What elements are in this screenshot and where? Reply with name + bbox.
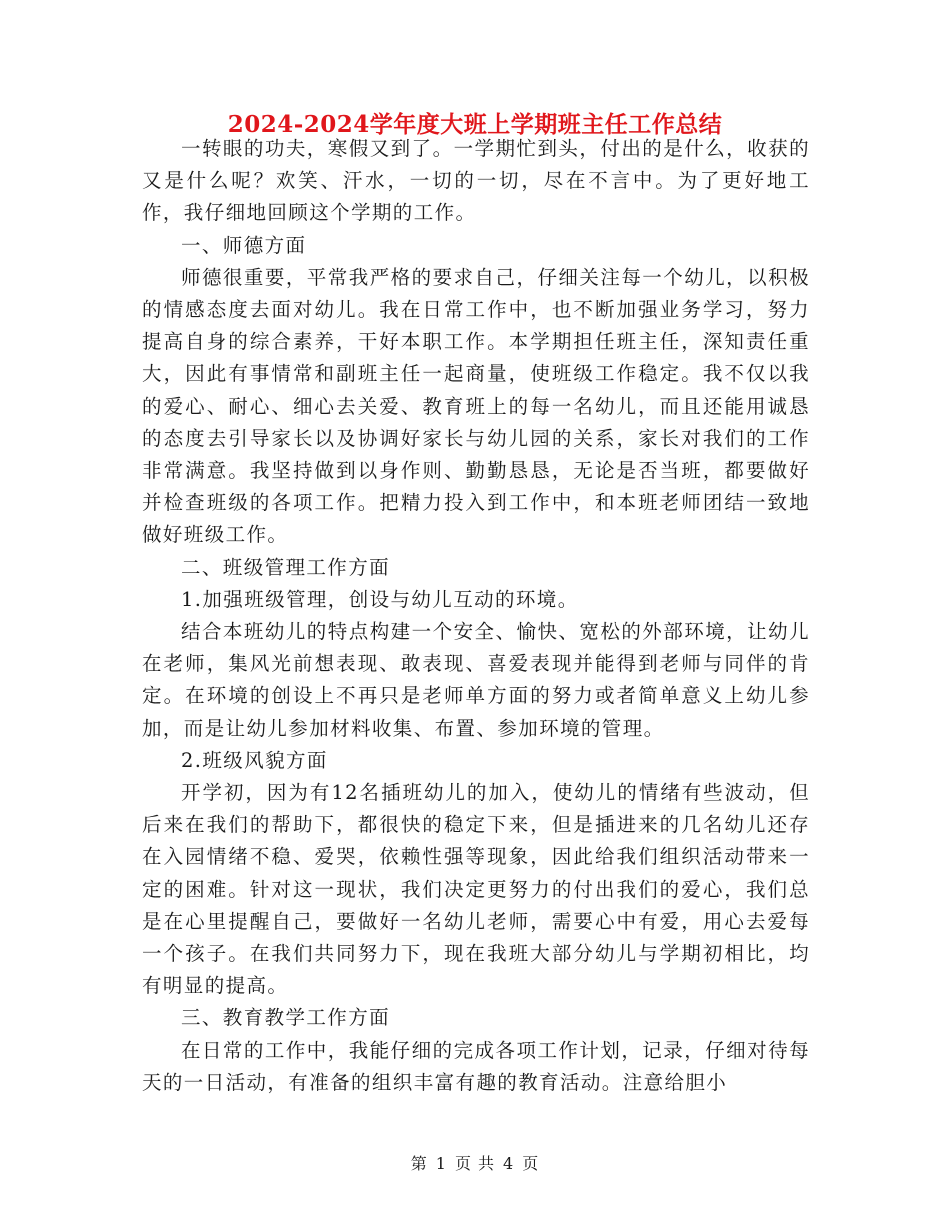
- total-pages-number: 4: [503, 1154, 515, 1173]
- subheading-environment: 1.加强班级管理，创设与幼儿互动的环境。: [181, 587, 579, 611]
- page-mid-text: 页 共: [454, 1154, 496, 1173]
- page-prefix: 第: [410, 1154, 428, 1173]
- page-suffix: 页: [522, 1154, 540, 1173]
- paragraph-teaching: 在日常的工作中，我能仔细的完成各项工作计划，记录，仔细对待每天的一日活动，有准备的组织丰富有趣的教育活动。注意给胆小: [142, 1038, 810, 1094]
- document-body: [142, 133, 810, 1099]
- current-page-number: 1: [435, 1154, 447, 1173]
- paragraph-environment: 结合本班幼儿的特点构建一个安全、愉快、宽松的外部环境，让幼儿在老师，集风光前想表现、敢表现、喜爱表现并能得到老师与同伴的肯定。在环境的创设上不再只是老师单方面的努力或者简单意义上幼儿参加，而是让幼儿参加材料收集、布置、参加环境的管理。: [142, 620, 810, 740]
- paragraph-ethics: 师德很重要，平常我严格的要求自己，仔细关注每一个幼儿，以积极的情感态度去面对幼儿。我在日常工作中，也不断加强业务学习，努力提高自身的综合素养，干好本职工作。本学期担任班主任，深知责任重大，因此有事情常和副班主任一起商量，使班级工作稳定。我不仅以我的爱心、耐心、细心去关爱、教育班上的每一名幼儿，而且还能用诚恳的态度去引导家长以及协调好家长与幼儿园的关系，家长对我们的工作非常满意。我坚持做到以身作则、勤勤恳恳，无论是否当班，都要做好并检查班级的各项工作。把精力投入到工作中，和本班老师团结一致地做好班级工作。: [142, 265, 810, 547]
- section-heading-ethics: 一、师德方面: [181, 233, 307, 257]
- page-number-footer: [0, 1153, 950, 1175]
- section-heading-teaching: 三、教育教学工作方面: [181, 1006, 391, 1030]
- subheading-class-style: 2.班级风貌方面: [181, 748, 328, 772]
- paragraph-intro: 一转眼的功夫，寒假又到了。一学期忙到头，付出的是什么，收获的又是什么呢？欢笑、汗水，一切的一切，尽在不言中。为了更好地工作，我仔细地回顾这个学期的工作。: [142, 137, 810, 225]
- document-title: 2024-2024学年度大班上学期班主任工作总结: [227, 111, 723, 138]
- paragraph-class-style: 开学初，因为有12名插班幼儿的加入，使幼儿的情绪有些波动，但后来在我们的帮助下，都很快的稳定下来，但是插进来的几名幼儿还存在入园情绪不稳、爱哭，依赖性强等现象，因此给我们组织活动带来一定的困难。针对这一现状，我们决定更努力的付出我们的爱心，我们总是在心里提醒自己，要做好一名幼儿老师，需要心中有爱，用心去爱每一个孩子。在我们共同努力下，现在我班大部分幼儿与学期初相比，均有明显的提高。: [142, 781, 810, 998]
- section-heading-class-management: 二、班级管理工作方面: [181, 555, 391, 579]
